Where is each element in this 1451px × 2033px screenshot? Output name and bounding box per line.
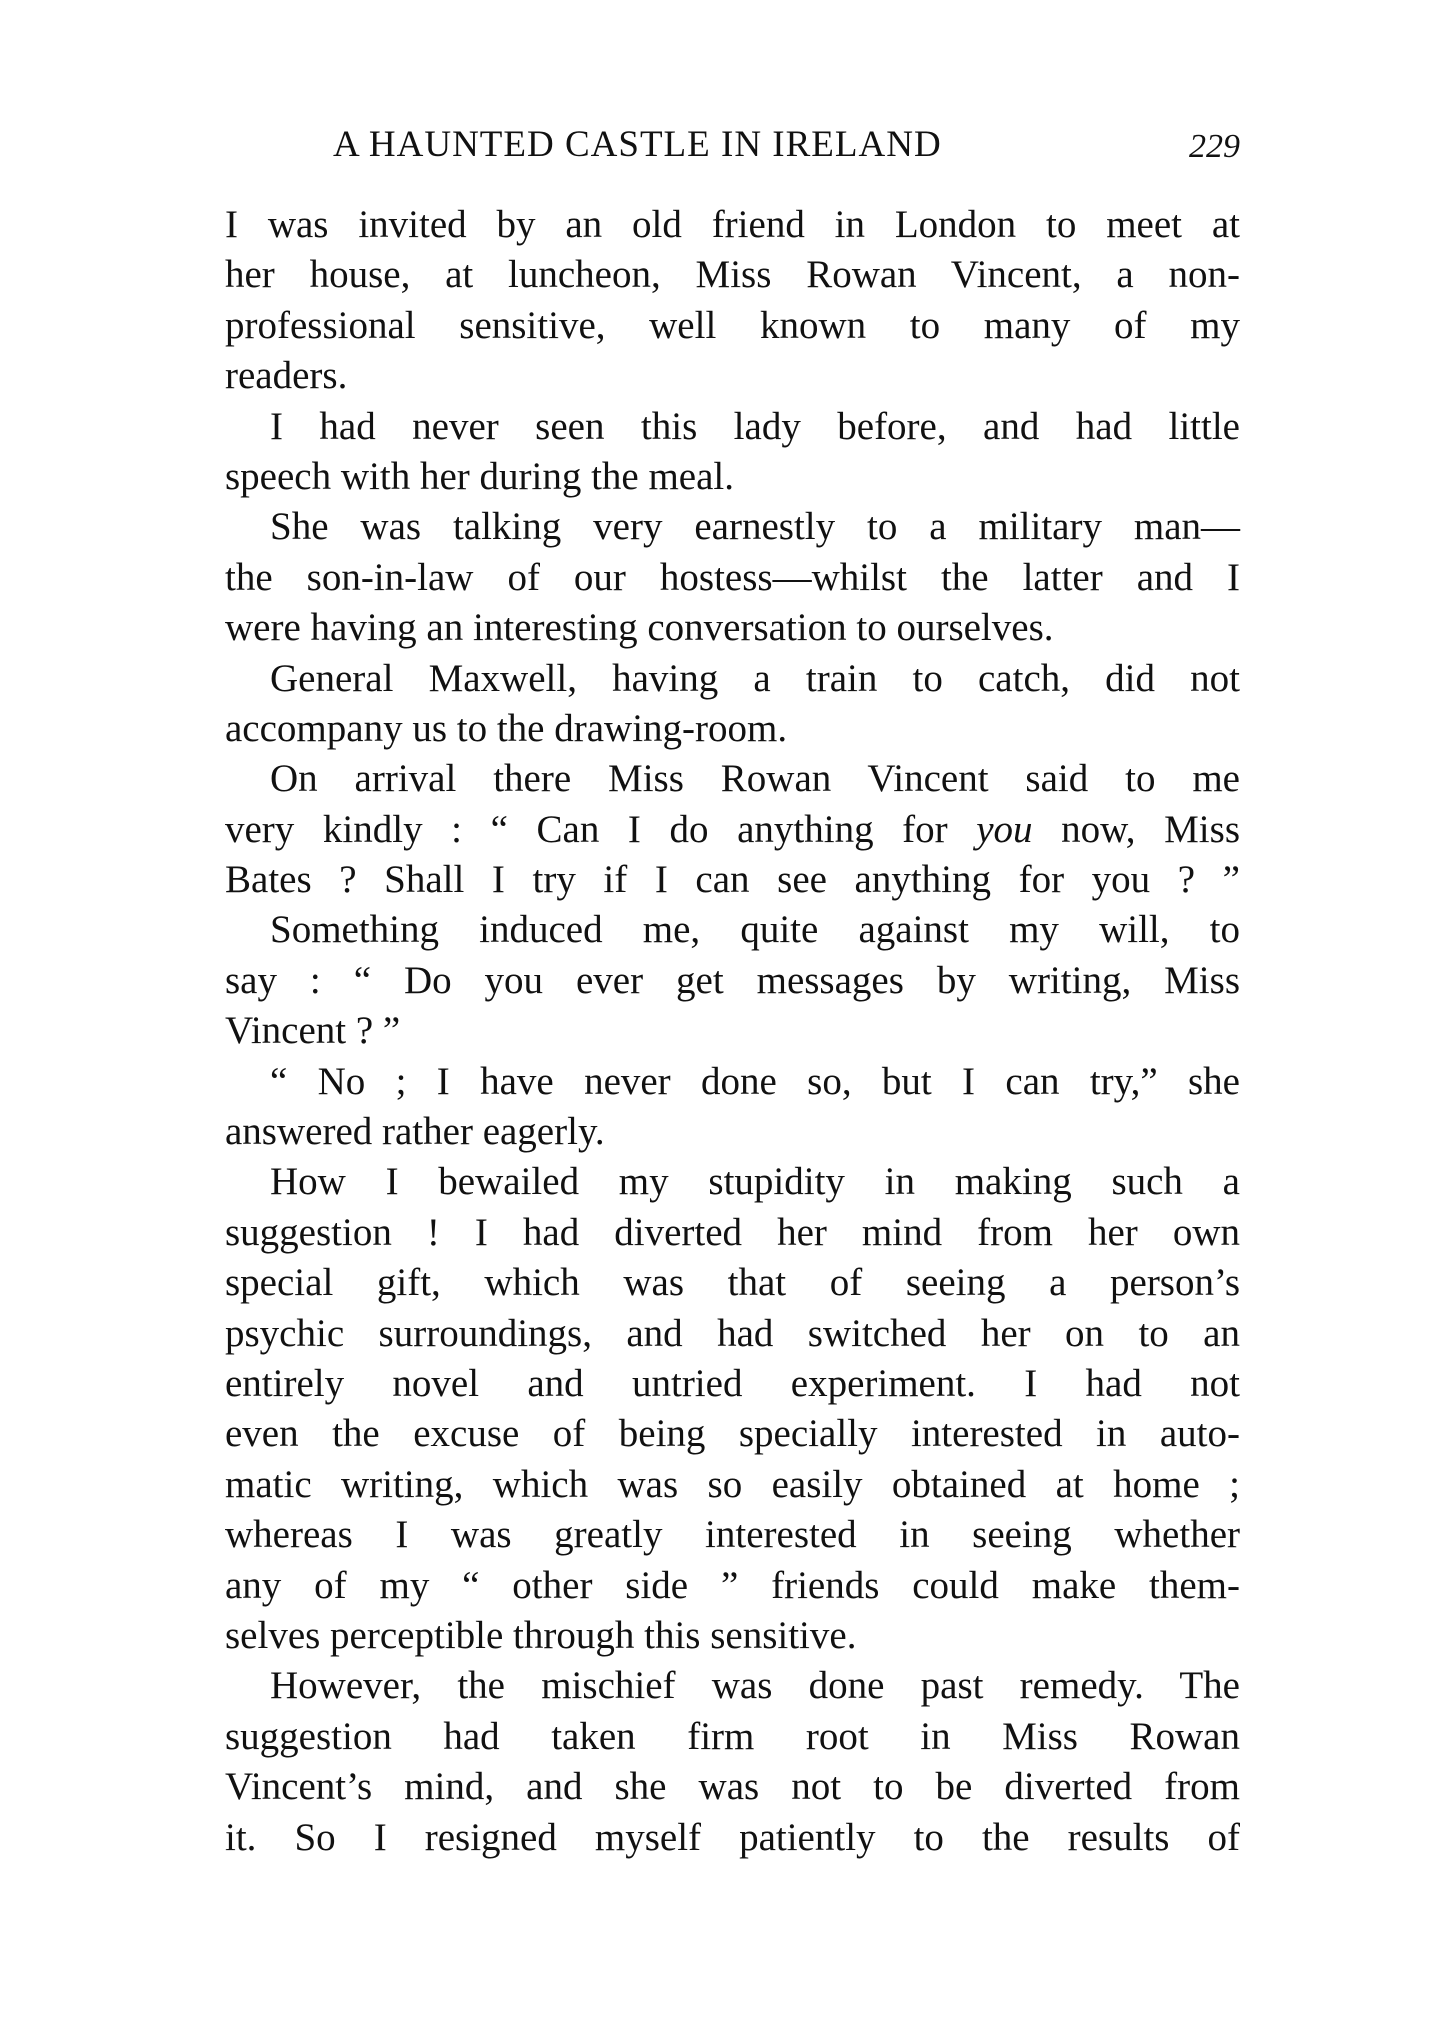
text-line: She was talking very earnestly to a military man— xyxy=(270,505,1240,549)
text-line: were having an interesting conversation to ourselves. xyxy=(225,606,1054,650)
text-line: matic writing, which was so easily obtained at home ; xyxy=(225,1462,1240,1506)
text-line: selves perceptible through this sensitive. xyxy=(225,1613,857,1657)
text-line: However, the mischief was done past remedy. The xyxy=(270,1664,1240,1708)
text-line: her house, at luncheon, Miss Rowan Vincent, a non- xyxy=(225,253,1240,297)
text-line: the son-in-law of our hostess—whilst the latter and I xyxy=(225,555,1240,599)
text-line: speech with her during the meal. xyxy=(225,454,734,498)
page-header xyxy=(225,122,1240,168)
text-line: I was invited by an old friend in London to meet at xyxy=(225,203,1240,246)
text-line: suggestion had taken firm root in Miss Rowan xyxy=(225,1714,1240,1758)
text-line: Vincent’s mind, and she was not to be diverted from xyxy=(225,1765,1240,1809)
text-line: special gift, which was that of seeing a person’s xyxy=(225,1261,1240,1305)
text-line: “ No ; I have never done so, but I can try,” she xyxy=(270,1059,1240,1103)
text-line: I had never seen this lady before, and had little xyxy=(270,404,1240,448)
italic-text: you xyxy=(976,807,1033,851)
text-line: General Maxwell, having a train to catch, did not xyxy=(270,656,1240,700)
text-segment: now, Miss xyxy=(1032,807,1241,851)
text-line: whereas I was greatly interested in seeing whether xyxy=(225,1513,1240,1557)
page-number: 229 xyxy=(1189,128,1240,165)
running-title: A HAUNTED CASTLE IN IRELAND xyxy=(333,124,942,165)
text-line: accompany us to the drawing-room. xyxy=(225,706,788,750)
text-line: On arrival there Miss Rowan Vincent said to me xyxy=(270,757,1240,801)
body-text xyxy=(225,200,1240,1863)
text-line: it. So I resigned myself patiently to the results of xyxy=(225,1815,1240,1859)
text-line: answered rather eagerly. xyxy=(225,1110,605,1154)
text-line: psychic surroundings, and had switched her on to an xyxy=(225,1311,1240,1355)
text-segment: very kindly : “ Can I do anything for xyxy=(225,807,977,851)
text-line: Vincent ? ” xyxy=(225,1009,401,1053)
text-line: even the excuse of being specially interested in auto- xyxy=(225,1412,1240,1456)
text-line: professional sensitive, well known to many of my xyxy=(225,303,1240,347)
text-line: entirely novel and untried experiment. I had not xyxy=(225,1361,1240,1405)
text-line: readers. xyxy=(225,354,348,398)
text-line xyxy=(225,805,1240,855)
text-line: Something induced me, quite against my will, to xyxy=(270,908,1240,952)
text-line: suggestion ! I had diverted her mind from her own xyxy=(225,1210,1240,1254)
text-line: say : “ Do you ever get messages by writing, Miss xyxy=(225,958,1240,1002)
text-line: Bates ? Shall I try if I can see anything for you ? ” xyxy=(225,858,1240,902)
text-line: How I bewailed my stupidity in making such a xyxy=(270,1160,1240,1204)
text-line: any of my “ other side ” friends could make them- xyxy=(225,1563,1240,1607)
